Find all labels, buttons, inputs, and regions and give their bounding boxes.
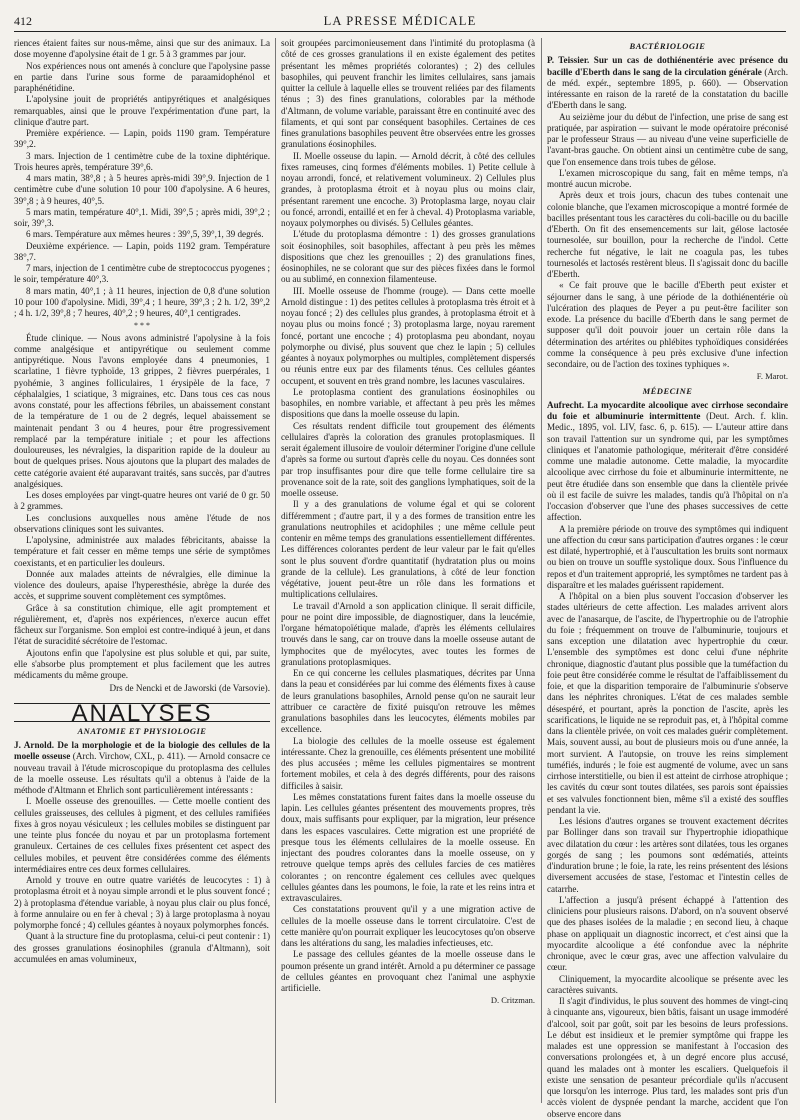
paragraph: Il y a des granulations de volume égal et qui se colorent différemment ; d'autre part, il y a des formes de transition entre les granulations neutrophiles et acidophiles ; une même cellule peut contenir en même temps des granulations essentiellement différentes. Les différences colorantes perdent de leur valeur par le fait qu'elles sont le plus souvent d'ordre quantitatif (hydratation plus ou moins grande de la cellule). Les granulations, à côté de leur fonction végétative, jouent peut-être un rôle dans les formations et multiplications cellulaires. [281, 499, 535, 600]
analysis-reference: (Arch. de méd. expér., septembre 1895, p. 660). — Observation intéressante en raison de la rareté de la constatation du bacille d'Eberth dans le sang. [547, 66, 788, 111]
paragraph: Quant à la structure fine du protoplasma, celui-ci peut contenir : 1) des grosses granulations éosinophiles (granula d'Altmann), soit accumulées en amas volumineux, [14, 931, 270, 964]
paragraph: Les lésions d'autres organes se trouvent exactement décrites par Bollinger dans son travail sur l'hypertrophie idiopathique avec dilatation du cœur : les artères sont dilatées, tous les organes gorgés de sang ; les poumons sont œdématiés, atteints d'induration brune ; le foie, la rate, les reins présentent des lésions diversement accusées de stase, l'estomac et l'intestin celles de catarrhe. [547, 816, 788, 894]
analysis-author: P. Teissier. [547, 55, 590, 66]
paragraph: soit groupées parcimonieusement dans l'intimité du protoplasma (à côté de ces grosses granulations il en existe également des petites présentant les mêmes propriétés colorantes) ; 2) des cellules basophiles, qui peuvent franchir les limites cellulaires, sans jamais quitter la cellule à laquelle elles se trouvent reliées par des filaments ténus ; 3) des fines granulations, colorables par la méthode d'Altmann, de volume variable, paraissant être en continuité avec des filaments, et qui sont par conséquent basophiles. Certaines de ces fines granulations basophiles peuvent être observées entre les grosses granulations éosinophiles. [281, 38, 535, 150]
page-header [14, 14, 786, 32]
analysis-entry [547, 55, 788, 111]
paragraph: Ces constatations prouvent qu'il y a une migration active de cellules de la moelle osseuse dans le torrent circulatoire. C'est de cette manière qu'on pourrait expliquer les leucocytoses qu'on observe dans les altérations du sang, les maladies infectieuses, etc. [281, 904, 535, 948]
analysis-heading: Sur un cas de dothiénentérie avec présence du bacille d'Eberth dans le sang de la circulation générale [547, 55, 788, 77]
paragraph: Il s'agit d'individus, le plus souvent des hommes de vingt-cinq à cinquante ans, vigoureux, bien bâtis, faisant un usage immodéré d'alcool, soit par goût, soit par les besoins de leurs professions. Le début est insidieux et le premier symptôme qui frappe les malades est une oppression se manifestant à l'occasion des conversations prolongées et, à un degré encore plus accusé, quand les malades ont à monter les escaliers. Quelquefois il existe une sensation de pesanteur précordiale qu'ils n'accusent que lorsqu'on les interroge. Plus tard, les malades sont pris d'un accès violent de dyspnée pendant la marche, accident que l'on observe encore dans [547, 996, 788, 1119]
paragraph: La biologie des cellules de la moelle osseuse est également intéressante. Chez la grenouille, ces éléments présentent une mobilité des plus accusées ; même les cellules pigmentaires se montrent fortement mobiles, et cela à des degrés différents, pour des raisons difficiles à saisir. [281, 735, 535, 791]
analysis-heading: J. Arnold. De la morphologie et de la biologie des cellules de la moelle osseuse [14, 740, 270, 762]
paragraph: Deuxième expérience. — Lapin, poids 1192 gram. Température 38°,7. [14, 240, 270, 262]
author-signature: F. Marot. [756, 371, 788, 382]
author-signature: Drs de Nencki et de Jaworski (de Varsovie). [109, 683, 270, 694]
paragraph: Ces résultats rendent difficile tout groupement des éléments cellulaires d'après la coloration des granules protoplasmiques. Il serait également illusoire de vouloir déterminer l'origine d'une cellule d'après sa forme ou surtout d'après celle du noyau. Ces données sont par trop insuffisantes pour dire que telle forme cellulaire tire sa provenance soit de la rate, soit des ganglions lymphatiques, soit de la moelle osseuse. [281, 420, 535, 498]
paragraph: 5 mars matin, température 40°,1. Midi, 39°,5 ; après midi, 39°,2 ; soir, 39°,3. [14, 206, 270, 228]
column-1 [14, 38, 270, 1103]
analysis-entry [14, 740, 270, 796]
paragraph: Les conclusions auxquelles nous amène l'étude de nos observations cliniques sont les suivantes. [14, 512, 270, 534]
paragraph: A la première période on trouve des symptômes qui indiquent une affection du cœur sans participation d'autres organes : le cœur est dilaté, hypertrophié, et à l'auscultation les bruits sont normaux ou bien on trouve un souffle systolique doux. Sous l'influence du repos et d'un traitement approprié, les symptômes ne tardent pas à disparaître et les malades guérissent rapidement. [547, 523, 789, 590]
paragraph: En ce qui concerne les cellules plasmatiques, décrites par Unna dans la peau et considérées par lui comme des éléments fixes à cause de leurs granulations basophiles, Arnold pense qu'on ne saurait leur attribuer ce caractère de fixité puisqu'on retrouve les mêmes granulations basophiles dans les leucocytes, éléments mobiles par excellence. [281, 668, 535, 735]
paragraph: Donnée aux malades atteints de névralgies, elle diminue la violence des douleurs, apaise l'hyperesthésie, abrège la durée des accès, et supprime souvent complètement ces symptômes. [14, 568, 270, 602]
paragraph: L'apolysine, administrée aux malades fébricitants, abaisse la température et fait cesser en même temps une série de symptômes coexistants, et en particulier les douleurs. [14, 535, 270, 568]
paragraph: L'examen microscopique du sang, fait en même temps, n'a montré aucun microbe. [547, 167, 788, 189]
column-2 [281, 38, 535, 1103]
paragraph: L'apolysine jouit de propriétés antipyrétiques et analgésiques remarquables, ainsi que le prouve l'expérimentation d'une part, la clinique d'autre part. [14, 94, 270, 127]
paragraph: « Ce fait prouve que le bacille d'Eberth peut exister et séjourner dans le sang, à une période de la dothiénentérie où l'ulcération des plaques de Peyer a pu peut-être faciliter son exode. La présence du bacille d'Eberth dans le sang permet de supposer qu'il doit pouvoir jouer un certain rôle dans la détermination des artérites ou phlébites typhoïdiques considérées comme la conséquence à peu près exclusive d'une infection secondaire, ou de l'action des toxines typhiques ». [547, 280, 788, 369]
section-title: MÉDECINE [642, 385, 693, 396]
paragraph: 6 mars. Température aux mêmes heures : 39°,5, 39°,1, 39 degrés. [26, 229, 264, 240]
paragraph: Le passage des cellules géantes de la moelle osseuse dans le poumon présente un grand intérêt. Arnold a pu déterminer ce passage de cellules géantes en provoquant chez l'animal une asphyxie artificielle. [281, 949, 535, 993]
paragraph: I. Moelle osseuse des grenouilles. — Cette moelle contient des cellules graisseuses, des cellules à pigment, et des cellules ramifiées fixes à gros noyau vésiculeux ; les cellules mobiles se distinguent par une teinte plus foncée du noyau et par un protoplasma fortement granuleux. Certaines de ces cellules fixes présentent cet aspect des cellules mobiles, et peuvent être considérées comme des éléments intermédiaires entre ces deux formes cellulaires. [14, 796, 270, 874]
paragraph: Grâce à sa constitution chimique, elle agit promptement et régulièrement, et, d'après nos expériences, n'exerce aucun effet fâcheux sur l'organisme. Son emploi est contre-indiqué à jeun, et dans l'état de suracidité sécrétoire de l'estomac. [14, 602, 270, 647]
paragraph: Cliniquement, la myocardite alcoolique se présente avec les caractères suivants. [547, 973, 788, 995]
analysis-entry [547, 400, 788, 524]
paragraph: Le travail d'Arnold a son application clinique. Il serait difficile, pour ne point dire impossible, de diagnostiquer, dans la leucémie, l'organe hématopoïétique malade, d'après les éléments cellulaires trouvés dans le sang, car on trouve dans la moelle osseuse autant de lymphocites que de myélocytes, avec toutes les formes de granulations protoplasmiques. [281, 600, 535, 667]
analysis-reference: (Arch. Virchow, CXL, p. 411). — Arnold consacre ce nouveau travail à l'étude microscopique du protoplasma des cellules de la moelle osseuse. Les résultats qu'il a obtenus à l'aide de la méthode d'Altmann et Ehrlich sont particulièrement intéressants : [14, 751, 270, 795]
page-number: 412 [14, 14, 32, 28]
analysis-reference: (Deut. Arch. f. klin. Medic., 1895, vol. LIV, fasc. 6, p. 615). — L'auteur attire dans son travail l'attention sur un syndrome qui, par les symptômes cliniques et l'anatomie pathologique, mériterait d'être considéré comme une maladie autonome. Cette maladie, la myocardite alcoolique avec cirrhose du foie et albuminurie intermittente, ne peut être étudiée dans son ensemble que dans la clientèle privée où il est facile de suivre les malades, tandis qu'à l'hôpital on n'a l'occasion d'observer que l'une des phases successives de cette affection. [547, 411, 788, 523]
paragraph: Après deux et trois jours, chacun des tubes contenait une colonie blanche, que l'examen microscopique a montré formée de bacilles présentant tous les caractères du coli-bacille ou du bacille d'Eberth. On fit des ensemencements sur lait, gélose lactosée tournesolée, sur bouillon, pour la recherche de l'indol. Cette recherche fut négative, le lait ne coagula pas, les tubes tournesolés et lactosés restèrent bleus. Il s'agissait donc du bacille d'Eberth. [547, 190, 788, 279]
paragraph: Les doses employées par vingt-quatre heures ont varié de 0 gr. 50 à 2 grammes. [14, 490, 270, 512]
paragraph: 4 mars matin, 38°,8 ; à 5 heures après-midi 39°,9. Injection de 1 centimètre cube d'une solution 10 pour 100 d'apolysine. A 6 heures, 39°,8 ; à 9 heures, 40°,5. [14, 173, 270, 206]
analysis-author: Aufrecht. [547, 399, 585, 410]
author-signature: D. Critzman. [490, 995, 535, 1006]
paragraph: L'affection a jusqu'à présent échappé à l'attention des cliniciens pour plusieurs raisons. D'abord, on n'a souvent observé que des phases isolées de la maladie ; en second lieu, à chaque phase on appliquait un diagnostic incorrect, et c'est ainsi que la myocardite alcoolique a été confondue avec la néphrite chronique, avec le cœur gras, avec une affection valvulaire du cœur. [547, 894, 788, 973]
analyses-title: ANALYSES [14, 703, 270, 722]
paragraph: III. Moelle osseuse de l'homme (rouge). — Dans cette moelle Arnold distingue : 1) des petites cellules à protoplasma très étroit et à noyau foncé ; 2) des cellules plus grandes, à protoplasma étroit et à noyau plus ou moins foncé ; 3) protoplasma large, noyau rarement foncé, portant une encoche ; 4) protoplasma peu abondant, noyau polymorphe ou divisé, plus souvent que chez le lapin ; 5) cellules géantes à noyaux polymorphes ou multiples, complètement dispersés ou réunis entre eux par des filaments ténus. Ces cellules géantes occupent, et souvent en très grand nombre, les lacunes vasculaires. [281, 285, 535, 386]
journal-title: LA PRESSE MÉDICALE [323, 14, 477, 28]
paragraph: 3 mars. Injection de 1 centimètre cube de la toxine diphtérique. Trois heures après, température 39°,6. [14, 150, 270, 172]
paragraph: Ajoutons enfin que l'apolysine est plus soluble et qui, par suite, elle s'absorbe plus promptement et plus facilement que les autres médicaments du même groupe. [14, 647, 270, 680]
column-divider [541, 38, 542, 1103]
paragraph: Au seizième jour du début de l'infection, une prise de sang est pratiquée, par aspiration — suivant le mode opératoire préconisé par le professeur Straus — au niveau d'une veine superficielle de l'avant-bras gauche. On obtient ainsi un centimètre cube de sang, que l'on ensemence dans trois tubes de gélose. [547, 111, 788, 167]
header-rule [14, 31, 786, 32]
section-title: ANATOMIE ET PHYSIOLOGIE [77, 725, 207, 736]
paragraph: riences étaient faites sur nous-même, ainsi que sur des animaux. La dose moyenne d'apolysine était de 1 gr. 5 à 3 grammes par jour. [14, 38, 270, 60]
analysis-heading: La myocardite alcoolique avec cirrhose secondaire du foie et albuminurie intermittente [547, 399, 788, 421]
paragraph: 7 mars, injection de 1 centimètre cube de streptococcus pyogenes ; le soir, température 40°,3. [14, 263, 270, 285]
paragraph: II. Moelle osseuse du lapin. — Arnold décrit, à côté des cellules fixes rameuses, cinq formes d'éléments mobiles. 1) Petite cellule à noyau arrondi, foncé, et relativement volumineux. 2) Cellules plus grandes, à protoplasma étroit et à noyau plus ou moins clair, présentant rarement une encoche. 3) Protoplasma large, noyau clair ou foncé, arrondi, entaillé et en fer à cheval. 4) Protoplasma variable, noyaux polymorphes ou divisés. 5) Cellules géantes. [281, 150, 535, 228]
section-title: BACTÉRIOLOGIE [629, 41, 706, 51]
column-3 [547, 38, 789, 1119]
paragraph: Étude clinique. — Nous avons administré l'apolysine à la fois comme analgésique et antipyrétique ou seulement comme antipyrétique. Nous l'avons employée dans 4 pneumonies, 1 scarlatine, 1 fièvre typhoïde, 13 grippes, 2 fièvres puerpérales, 1 pyohémie, 3 angines folliculaires, 1 érysipèle de la face, 7 céphalalgies, 1 sciatique, 3 migraines, etc. Dans tous ces cas nous avons constaté, pour les affections fébriles, un abaissement constant de la température de 1 ou de 2 degrés, lequel abaissement se maintenait pendant 3 ou 4 heures, pour être progressivement remplacé par la température initiale ; et pour les affections douloureuses, les névralgies, la disparition rapide de la douleur au bout de quelques prises. Nous ajoutons que la plupart des malades de cette catégorie avaient été auparavant traités, sans succès, par d'autres analgésiques. [14, 332, 270, 489]
paragraph: Nos expériences nous ont amenés à conclure que l'apolysine passe en partie dans l'urine sous forme de paraamidophénol et paraphénétidine. [14, 60, 270, 93]
paragraph: Première expérience. — Lapin, poids 1190 gram. Température 39°,2. [14, 128, 270, 150]
section-stars: * * * [134, 321, 150, 331]
paragraph: Le protoplasma contient des granulations éosinophiles ou basophiles, en nombre variable, et affectant à peu près les mêmes dispositions que dans la moelle osseuse du lapin. [281, 386, 535, 420]
paragraph: Arnold y trouve en outre quatre variétés de leucocytes : 1) à protoplasma étroit et à noyau simple arrondi et le plus souvent foncé ; 2) à protoplasma d'étendue variable, à noyau plus clair ou plus foncé, à forme annulaire ou en fer à cheval ; 3) à large protoplasma à noyau polymorphe foncé ; 4) cellules géantes à noyaux polymorphes foncés. [14, 875, 270, 930]
paragraph: 8 mars matin, 40°,1 ; à 11 heures, injection de 0,8 d'une solution 10 pour 100 d'apolysine. Midi, 39°,4 ; 1 heure, 39°,3 ; 2 h. 1/2, 39°,2 ; 4 h. 1/2, 39°,8 ; 7 heures, 40°,2 ; 9 heures, 40°,1 centigrades. [14, 285, 270, 318]
paragraph: L'étude du protoplasma démontre : 1) des grosses granulations soit éosinophiles, soit basophiles, affectant à peu près les mêmes dispositions que chez les grenouilles ; 2) des granulations fines, éosinophiles, ne se colorant que sur des pièces fixées dans le formol ou au sublimé, en connexion filamenteuse. [281, 229, 535, 285]
paragraph: A l'hôpital on a bien plus souvent l'occasion d'observer les stades ultérieurs de cette affection. Les malades arrivent alors avec de l'anasarque, de l'ascite, de l'hypertrophie ou de l'atrophie du foie ; fréquemment on trouve de l'albuminurie, toujours et sans exception une dilatation avec hypertrophie du cœur. L'ensemble des symptômes est donc celui d'une néphrite chronique, diagnostic d'autant plus possible que la tuméfaction du foie peut être considérée comme le résultat de l'affaiblissement du foie, et que la disparition temporaire de l'albuminurie s'observe dans les néphrites chroniques. L'état de ces malades semble désespéré, et pourtant, après la ponction de l'ascite, après les scarifications, le liquide ne se reproduit pas, et, à l'hôpital comme dans la clientèle privée, on voit ces malades guérir complètement. Mais, souvent aussi, au bout de plusieurs mois ou d'une année, la mort survient. A l'autopsie, on trouve les reins simplement tuméfiés, indurés ; le foie est augmenté de volume, avec un sans cirrhose interstitielle, ou bien il est atteint de cirrhose atrophique ; les cavités du cœur sont toutes dilatées, ses parois sont épaissies et ses valvules fonctionnent bien, même s'il a existé des souffles pendant la vie. [547, 591, 788, 815]
column-divider [275, 38, 276, 1103]
paragraph: Les mêmes constatations furent faites dans la moelle osseuse du lapin. Les cellules géantes présentent des mouvements propres, très doux, mais suffisants pour expliquer, par la migration, leur présence dans les espaces vasculaires. Cette migration est une propriété de presque tous les éléments cellulaires de la moelle osseuse. En injectant des poudres colorantes dans la moelle osseuse, on y retrouve quelque temps après des cellules farcies de ces matières colorantes ; on rencontre également ces cellules avec quelques cellules géantes dans les poumons, le foie, la rate et les reins intra et extravasculaires. [281, 791, 535, 903]
